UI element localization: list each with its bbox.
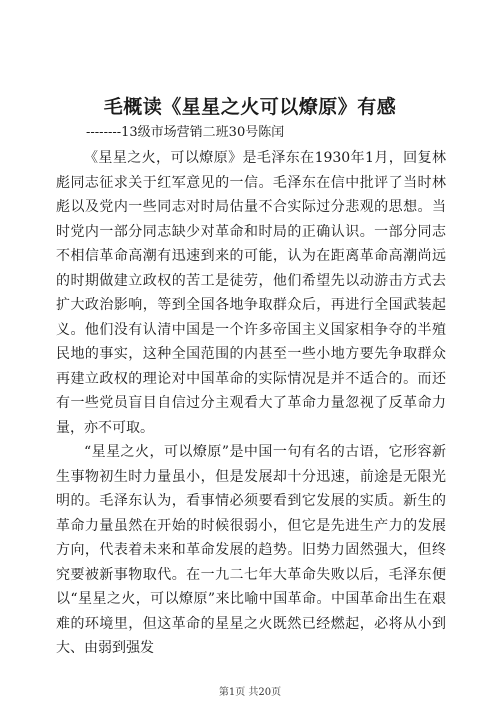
page-footer: 第1页 共20页 — [218, 687, 282, 698]
document-body — [56, 146, 446, 661]
author-byline: --------13级市场营销二班30号陈闰 — [86, 125, 285, 140]
paragraph: 《星星之火，可以燎原》是毛泽东在1930年1月，回复林彪同志征求关于红军意见的一信。毛泽东在信中批评了当时林彪以及党内一些同志对时局估量不合实际过分悲观的思想。当时党内一部分同志缺少对革命和时局的正确认识。一部分同志不相信革命高潮有迅速到来的可能，认为在距离革命高潮尚远的时期做建立政权的苦工是徒劳，他们希望先以动游击方式去扩大政治影响，等到全国各地争取群众后，再进行全国武装起义。他们没有认清中国是一个许多帝国主义国家相争夺的半殖民地的事实，这种全国范围的内甚至一些小地方要先争取群众再建立政权的理论对中国革命的实际情况是并不适合的。而还有一些党员盲目自信过分主观看大了革命力量忽视了反革命力量，亦不可取。 — [56, 150, 446, 436]
paragraph: “星星之火，可以燎原”是中国一句有名的古语，它形容新生事物初生时力量虽小，但是发展却十分迅速，前途是无限光明的。毛泽东认为，看事情必须要看到它发展的实质。新生的革命力量虽然在开始的时候很弱小，但它是先进生产力的发展方向，代表着未来和革命发展的趋势。旧势力固然强大，但终究要被新事物取代。在一九二七年大革命失败以后，毛泽东便以“星星之火，可以燎原”来比喻中国革命。中国革命出生在艰难的环境里，但这革命的星星之火既然已经燃起，必将从小到大、由弱到强发 — [56, 444, 446, 656]
document-title: 毛概读《星星之火可以燎原》有感 — [103, 96, 397, 118]
